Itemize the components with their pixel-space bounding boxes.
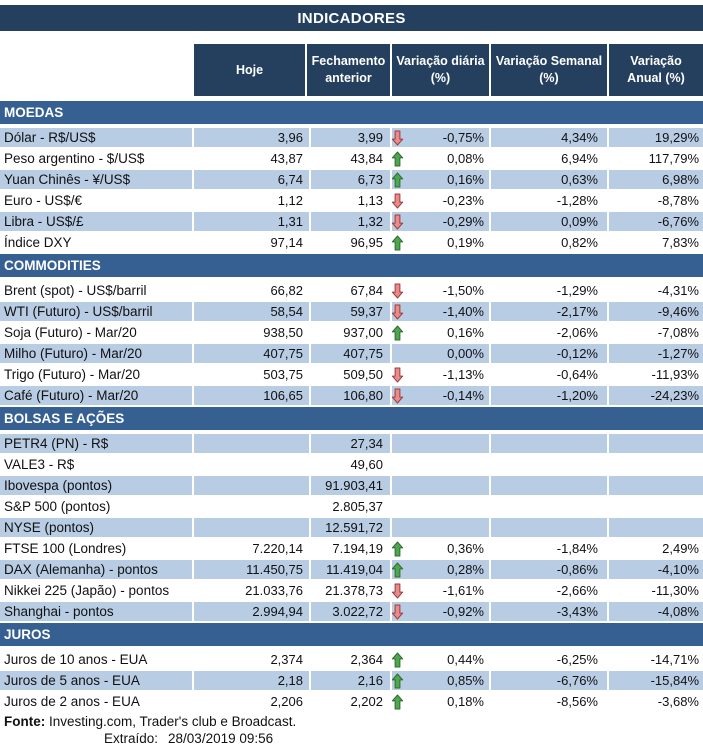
table-row — [0, 365, 703, 384]
table-section — [0, 101, 703, 252]
cell-variacao-diaria-value: 0,85% — [447, 673, 484, 688]
cell-variacao-semanal: -0,86% — [491, 560, 607, 579]
cell-variacao-diaria — [392, 434, 489, 453]
row-label: VALE3 - R$ — [0, 455, 192, 474]
cell-fechamento-anterior: 2,16 — [311, 671, 390, 690]
table-section — [0, 623, 703, 711]
table-row — [0, 671, 703, 690]
down-arrow-icon — [392, 387, 404, 404]
section-header-moedas: MOEDAS — [0, 101, 703, 124]
table-row — [0, 692, 703, 711]
up-arrow-icon — [392, 171, 404, 188]
cell-variacao-diaria-value: 0,16% — [447, 325, 484, 340]
cell-variacao-diaria — [392, 692, 489, 711]
row-label: Shanghai - pontos — [0, 602, 192, 621]
cell-variacao-semanal: -2,17% — [491, 302, 607, 321]
cell-variacao-diaria — [392, 671, 489, 690]
table-row — [0, 149, 703, 168]
table-row — [0, 302, 703, 321]
cell-variacao-anual — [609, 434, 703, 453]
cell-variacao-anual: 6,98% — [609, 170, 703, 189]
cell-hoje — [194, 518, 309, 537]
cell-fechamento-anterior: 2,202 — [311, 692, 390, 711]
table-row — [0, 212, 703, 231]
cell-variacao-anual — [609, 518, 703, 537]
cell-variacao-anual: 19,29% — [609, 128, 703, 147]
table-row — [0, 434, 703, 453]
row-label: DAX (Alemanha) - pontos — [0, 560, 192, 579]
cell-variacao-anual: -11,93% — [609, 365, 703, 384]
cell-variacao-semanal: -6,76% — [491, 671, 607, 690]
table-row — [0, 455, 703, 474]
cell-hoje: 407,75 — [194, 344, 309, 363]
cell-variacao-anual: -14,71% — [609, 650, 703, 669]
cell-variacao-semanal — [491, 518, 607, 537]
cell-fechamento-anterior: 2,364 — [311, 650, 390, 669]
row-label: WTI (Futuro) - US$/barril — [0, 302, 192, 321]
table-header — [0, 44, 703, 96]
cell-hoje — [194, 476, 309, 495]
section-rows — [0, 434, 703, 621]
cell-hoje: 3,96 — [194, 128, 309, 147]
cell-fechamento-anterior: 67,84 — [311, 281, 390, 300]
cell-variacao-diaria-value: 0,00% — [447, 346, 484, 361]
up-arrow-icon — [392, 651, 404, 668]
cell-variacao-diaria — [392, 455, 489, 474]
table-row — [0, 386, 703, 405]
row-label: Trigo (Futuro) - Mar/20 — [0, 365, 192, 384]
table-section — [0, 254, 703, 405]
cell-hoje: 43,87 — [194, 149, 309, 168]
cell-variacao-diaria — [392, 344, 489, 363]
cell-variacao-anual: -8,78% — [609, 191, 703, 210]
table-row — [0, 128, 703, 147]
cell-variacao-diaria-value: 0,08% — [447, 151, 484, 166]
column-header-fechamento-anterior: Fechamento anterior — [307, 44, 390, 96]
extracted-timestamp: 28/03/2019 09:56 — [168, 731, 274, 744]
row-label: Euro - US$/€ — [0, 191, 192, 210]
cell-variacao-anual: 7,83% — [609, 233, 703, 252]
cell-hoje: 938,50 — [194, 323, 309, 342]
row-label: Libra - US$/£ — [0, 212, 192, 231]
cell-variacao-anual: -24,23% — [609, 386, 703, 405]
table-section — [0, 407, 703, 621]
cell-hoje: 2,18 — [194, 671, 309, 690]
section-rows — [0, 281, 703, 405]
cell-variacao-diaria-value: 0,16% — [447, 172, 484, 187]
cell-variacao-semanal — [491, 455, 607, 474]
down-arrow-icon — [392, 129, 404, 146]
cell-fechamento-anterior: 1,32 — [311, 212, 390, 231]
cell-variacao-diaria-value: 0,36% — [447, 541, 484, 556]
cell-variacao-diaria-value: 0,19% — [447, 235, 484, 250]
cell-hoje: 6,74 — [194, 170, 309, 189]
source-text: Investing.com, Trader's club e Broadcast. — [45, 714, 297, 729]
cell-variacao-semanal: -6,25% — [491, 650, 607, 669]
cell-fechamento-anterior: 49,60 — [311, 455, 390, 474]
cell-fechamento-anterior: 11.419,04 — [311, 560, 390, 579]
cell-fechamento-anterior: 2.805,37 — [311, 497, 390, 516]
cell-variacao-diaria-value: -1,50% — [442, 283, 484, 298]
cell-variacao-diaria — [392, 149, 489, 168]
up-arrow-icon — [392, 324, 404, 341]
table-row — [0, 581, 703, 600]
down-arrow-icon — [392, 603, 404, 620]
cell-hoje — [194, 434, 309, 453]
down-arrow-icon — [392, 282, 404, 299]
row-label: NYSE (pontos) — [0, 518, 192, 537]
cell-variacao-anual — [609, 476, 703, 495]
cell-hoje — [194, 497, 309, 516]
row-label: Peso argentino - $/US$ — [0, 149, 192, 168]
table-row — [0, 281, 703, 300]
cell-fechamento-anterior: 106,80 — [311, 386, 390, 405]
cell-variacao-diaria-value: -1,61% — [442, 583, 484, 598]
table-row — [0, 476, 703, 495]
cell-variacao-anual: -15,84% — [609, 671, 703, 690]
cell-variacao-semanal: 0,09% — [491, 212, 607, 231]
cell-variacao-anual: -4,08% — [609, 602, 703, 621]
cell-fechamento-anterior: 3,99 — [311, 128, 390, 147]
down-arrow-icon — [392, 303, 404, 320]
cell-variacao-diaria-value: -0,75% — [442, 130, 484, 145]
row-label: Dólar - R$/US$ — [0, 128, 192, 147]
row-label: Yuan Chinês - ¥/US$ — [0, 170, 192, 189]
cell-variacao-semanal: 6,94% — [491, 149, 607, 168]
cell-hoje: 2,206 — [194, 692, 309, 711]
cell-fechamento-anterior: 91.903,41 — [311, 476, 390, 495]
cell-variacao-diaria — [392, 128, 489, 147]
cell-variacao-diaria — [392, 386, 489, 405]
table-row — [0, 170, 703, 189]
cell-hoje: 97,14 — [194, 233, 309, 252]
cell-variacao-diaria-value: 0,44% — [447, 652, 484, 667]
cell-variacao-anual: -7,08% — [609, 323, 703, 342]
cell-variacao-anual: -4,10% — [609, 560, 703, 579]
cell-variacao-semanal: 4,34% — [491, 128, 607, 147]
section-header-bolsas-e-acoes: BOLSAS E AÇÕES — [0, 407, 703, 430]
table-row — [0, 539, 703, 558]
table-row — [0, 191, 703, 210]
section-header-juros: JUROS — [0, 623, 703, 646]
cell-variacao-semanal: -1,84% — [491, 539, 607, 558]
cell-variacao-semanal: -2,06% — [491, 323, 607, 342]
cell-variacao-diaria — [392, 191, 489, 210]
extracted-label: Extraído: — [104, 731, 159, 744]
cell-variacao-diaria — [392, 497, 489, 516]
cell-variacao-diaria — [392, 302, 489, 321]
cell-variacao-semanal: -1,20% — [491, 386, 607, 405]
cell-fechamento-anterior: 3.022,72 — [311, 602, 390, 621]
cell-variacao-diaria — [392, 602, 489, 621]
row-label: Nikkei 225 (Japão) - pontos — [0, 581, 192, 600]
cell-hoje: 503,75 — [194, 365, 309, 384]
page-title: INDICADORES — [0, 5, 703, 31]
cell-fechamento-anterior: 7.194,19 — [311, 539, 390, 558]
row-label: Índice DXY — [0, 233, 192, 252]
cell-variacao-semanal: -3,43% — [491, 602, 607, 621]
cell-variacao-anual: 117,79% — [609, 149, 703, 168]
cell-variacao-diaria — [392, 560, 489, 579]
source-line — [0, 714, 703, 729]
cell-variacao-semanal: -2,66% — [491, 581, 607, 600]
cell-hoje: 58,54 — [194, 302, 309, 321]
cell-fechamento-anterior: 937,00 — [311, 323, 390, 342]
cell-variacao-diaria — [392, 281, 489, 300]
row-label: Juros de 5 anos - EUA — [0, 671, 192, 690]
cell-fechamento-anterior: 27,34 — [311, 434, 390, 453]
cell-hoje: 2,374 — [194, 650, 309, 669]
cell-hoje: 11.450,75 — [194, 560, 309, 579]
cell-variacao-anual: -11,30% — [609, 581, 703, 600]
indicators-spreadsheet — [0, 5, 703, 744]
cell-variacao-diaria-value: -0,92% — [442, 604, 484, 619]
cell-variacao-anual: -6,76% — [609, 212, 703, 231]
up-arrow-icon — [392, 540, 404, 557]
cell-variacao-diaria-value: -1,40% — [442, 304, 484, 319]
up-arrow-icon — [392, 693, 404, 710]
cell-variacao-anual: 2,49% — [609, 539, 703, 558]
source-label: Fonte: — [4, 714, 46, 729]
cell-variacao-anual — [609, 497, 703, 516]
cell-hoje: 1,31 — [194, 212, 309, 231]
footer — [0, 714, 703, 744]
cell-variacao-diaria — [392, 365, 489, 384]
column-header-variacao-semanal: Variação Semanal (%) — [491, 44, 607, 96]
row-label: Juros de 10 anos - EUA — [0, 650, 192, 669]
cell-variacao-anual: -3,68% — [609, 692, 703, 711]
cell-fechamento-anterior: 59,37 — [311, 302, 390, 321]
table-row — [0, 518, 703, 537]
row-label: Ibovespa (pontos) — [0, 476, 192, 495]
cell-variacao-semanal: -8,56% — [491, 692, 607, 711]
cell-fechamento-anterior: 407,75 — [311, 344, 390, 363]
cell-variacao-diaria — [392, 233, 489, 252]
cell-fechamento-anterior: 21.378,73 — [311, 581, 390, 600]
table-body — [0, 101, 703, 711]
cell-variacao-diaria — [392, 323, 489, 342]
cell-variacao-diaria — [392, 518, 489, 537]
table-row — [0, 233, 703, 252]
cell-hoje: 21.033,76 — [194, 581, 309, 600]
cell-fechamento-anterior: 43,84 — [311, 149, 390, 168]
table-row — [0, 344, 703, 363]
cell-hoje — [194, 455, 309, 474]
cell-hoje: 2.994,94 — [194, 602, 309, 621]
cell-variacao-semanal: 0,82% — [491, 233, 607, 252]
cell-variacao-anual: -4,31% — [609, 281, 703, 300]
row-label: FTSE 100 (Londres) — [0, 539, 192, 558]
cell-variacao-anual: -1,27% — [609, 344, 703, 363]
cell-variacao-semanal — [491, 476, 607, 495]
cell-variacao-anual — [609, 455, 703, 474]
row-label: Brent (spot) - US$/barril — [0, 281, 192, 300]
cell-variacao-diaria — [392, 581, 489, 600]
cell-variacao-diaria-value: -0,29% — [442, 214, 484, 229]
cell-fechamento-anterior: 509,50 — [311, 365, 390, 384]
cell-variacao-semanal: -1,29% — [491, 281, 607, 300]
table-row — [0, 602, 703, 621]
section-rows — [0, 650, 703, 711]
cell-variacao-diaria-value: -1,13% — [442, 367, 484, 382]
section-header-commodities: COMMODITIES — [0, 254, 703, 277]
column-header-variacao-anual: Variação Anual (%) — [609, 44, 703, 96]
cell-variacao-semanal: -0,64% — [491, 365, 607, 384]
down-arrow-icon — [392, 582, 404, 599]
extracted-line — [0, 731, 703, 744]
up-arrow-icon — [392, 561, 404, 578]
cell-hoje: 1,12 — [194, 191, 309, 210]
table-row — [0, 323, 703, 342]
column-header-empty — [0, 44, 192, 96]
cell-fechamento-anterior: 96,95 — [311, 233, 390, 252]
row-label: Soja (Futuro) - Mar/20 — [0, 323, 192, 342]
cell-variacao-anual: -9,46% — [609, 302, 703, 321]
cell-variacao-diaria-value: -0,14% — [442, 388, 484, 403]
cell-fechamento-anterior: 6,73 — [311, 170, 390, 189]
row-label: S&P 500 (pontos) — [0, 497, 192, 516]
cell-variacao-diaria-value: 0,18% — [447, 694, 484, 709]
down-arrow-icon — [392, 366, 404, 383]
cell-variacao-diaria — [392, 539, 489, 558]
cell-fechamento-anterior: 12.591,72 — [311, 518, 390, 537]
cell-variacao-diaria-value: -0,23% — [442, 193, 484, 208]
cell-variacao-semanal — [491, 497, 607, 516]
section-rows — [0, 128, 703, 252]
cell-variacao-diaria — [392, 212, 489, 231]
cell-fechamento-anterior: 1,13 — [311, 191, 390, 210]
column-header-hoje: Hoje — [194, 44, 305, 96]
row-label: Café (Futuro) - Mar/20 — [0, 386, 192, 405]
row-label: PETR4 (PN) - R$ — [0, 434, 192, 453]
up-arrow-icon — [392, 672, 404, 689]
up-arrow-icon — [392, 150, 404, 167]
cell-hoje: 7.220,14 — [194, 539, 309, 558]
down-arrow-icon — [392, 192, 404, 209]
cell-variacao-semanal: -1,28% — [491, 191, 607, 210]
table-row — [0, 497, 703, 516]
cell-variacao-semanal: 0,63% — [491, 170, 607, 189]
cell-variacao-diaria — [392, 650, 489, 669]
cell-variacao-semanal — [491, 434, 607, 453]
cell-variacao-diaria — [392, 476, 489, 495]
table-row — [0, 560, 703, 579]
cell-hoje: 66,82 — [194, 281, 309, 300]
row-label: Juros de 2 anos - EUA — [0, 692, 192, 711]
row-label: Milho (Futuro) - Mar/20 — [0, 344, 192, 363]
up-arrow-icon — [392, 234, 404, 251]
cell-variacao-diaria-value: 0,28% — [447, 562, 484, 577]
table-row — [0, 650, 703, 669]
cell-variacao-diaria — [392, 170, 489, 189]
cell-hoje: 106,65 — [194, 386, 309, 405]
down-arrow-icon — [392, 213, 404, 230]
cell-variacao-semanal: -0,12% — [491, 344, 607, 363]
column-header-variacao-diaria: Variação diária (%) — [392, 44, 489, 96]
